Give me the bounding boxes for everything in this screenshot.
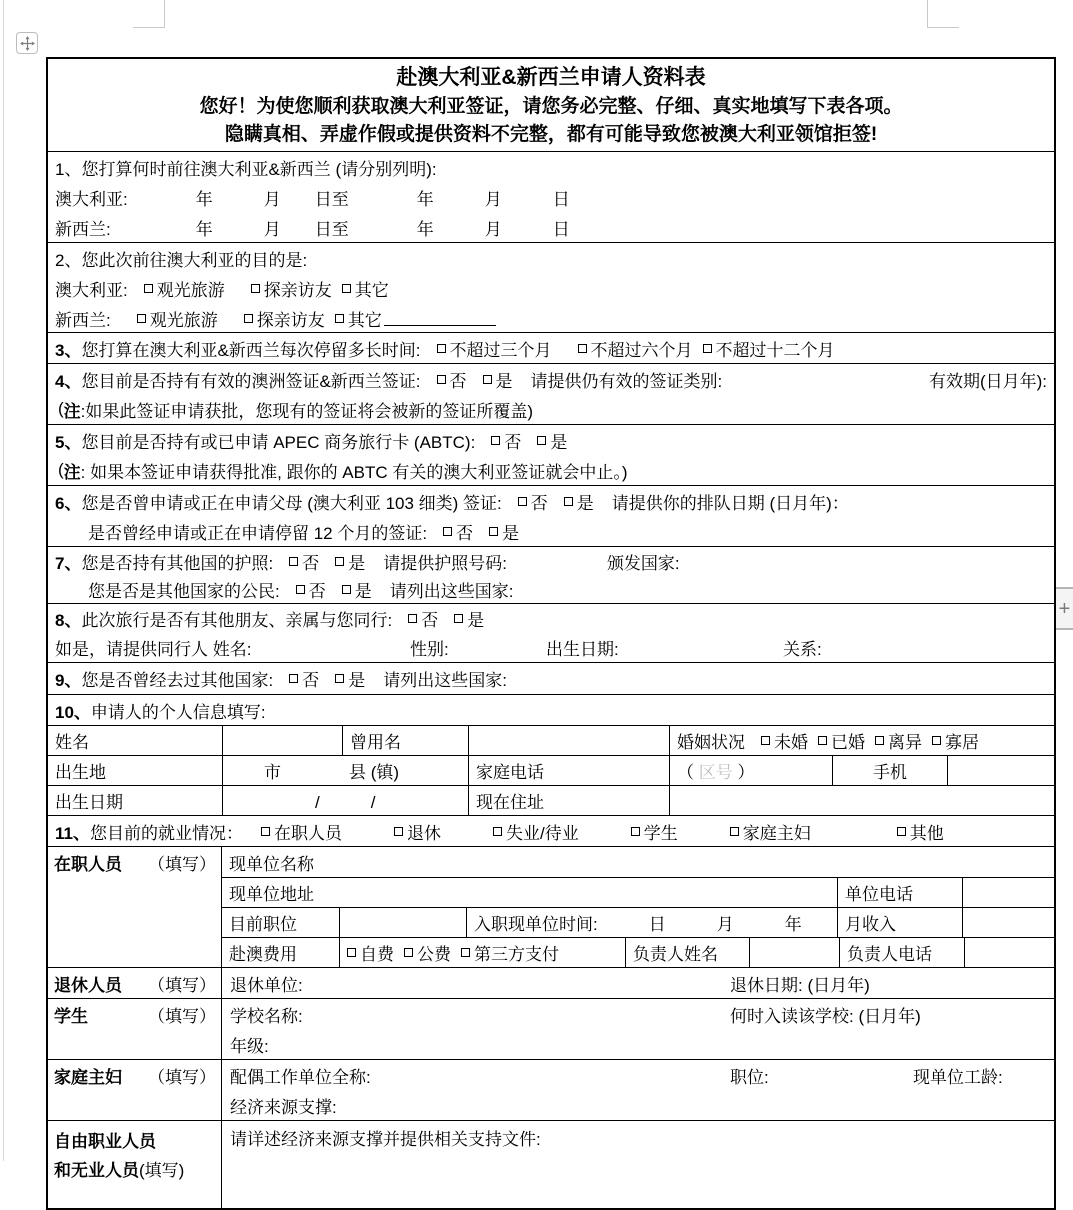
employment-employee-section (48, 846, 1054, 967)
income-source-label: 经济来源支撑: (230, 1097, 337, 1117)
checkbox-box-icon (564, 497, 573, 506)
q5-note-bold: 注 (63, 462, 81, 482)
employee-detail-rows (222, 847, 1054, 967)
q2-text: 您此次前往澳大利亚的目的是: (81, 250, 308, 270)
checkbox-q6b-yes[interactable]: 是 (489, 519, 519, 544)
checkbox-box-icon (537, 436, 546, 445)
dob-input-cell[interactable]: / / (222, 786, 468, 815)
checkbox-box-icon (347, 948, 356, 957)
table-move-handle[interactable] (16, 32, 38, 54)
q11-text: 您目前的就业情况： (89, 823, 243, 843)
retired-detail (222, 968, 1054, 998)
checkbox-box-icon (443, 527, 452, 536)
checkbox-q4-yes[interactable]: 是 (483, 367, 513, 392)
q4-visa-type-label: 请提供仍有效的签证类别: (530, 371, 723, 391)
checkbox-unemployed[interactable]: 失业/待业 (493, 819, 579, 844)
checkbox-box-icon (335, 314, 344, 323)
checkbox-nz-visit-relatives[interactable]: 探亲访友 (244, 306, 325, 331)
q10-number: 10、 (55, 702, 91, 722)
checkbox-box-icon (875, 736, 884, 745)
employee-label-cell (48, 847, 222, 967)
q4-note-paren: ( (58, 399, 64, 418)
checkbox-box-icon (335, 557, 344, 566)
checkbox-box-icon (144, 284, 153, 293)
question-3 (48, 332, 1054, 363)
q6-line2-text: 是否曾经申请或正在申请停留 12 个月的签证: (88, 523, 428, 543)
checkbox-box-icon (491, 436, 500, 445)
checkbox-box-icon (342, 284, 351, 293)
question-6 (48, 485, 1054, 546)
company-phone-label-cell: 单位电话 (837, 878, 962, 907)
checkbox-housewife[interactable]: 家庭主妇 (730, 819, 811, 844)
checkbox-other-employment[interactable]: 其他 (897, 819, 944, 844)
question-7 (48, 546, 1054, 603)
company-phone-input-cell[interactable] (962, 878, 1054, 907)
checkbox-q7b-yes[interactable]: 是 (342, 577, 372, 602)
checkbox-box-icon (342, 585, 351, 594)
q2-number: 2、 (55, 250, 82, 270)
personal-info-table (48, 725, 1054, 815)
table-row-dob (48, 785, 1054, 815)
move-icon (20, 36, 35, 51)
address-label-cell: 现在住址 (468, 786, 669, 815)
checkbox-q6b-no[interactable]: 否 (443, 519, 473, 544)
student-school-line[interactable] (222, 999, 1054, 1029)
q2-australia-label: 澳大利亚: (55, 280, 128, 300)
freelancer-detail-label: 请详述经济来源支撑并提供相关支持文件: (230, 1129, 541, 1149)
checkbox-q6-no[interactable]: 否 (518, 489, 548, 514)
company-address-cell[interactable]: 现单位地址 (229, 885, 314, 904)
marital-status-cell (669, 726, 1054, 755)
checkbox-box-icon (454, 614, 463, 623)
q1-newzealand-dates[interactable]: 新西兰: 年 月 日至 年 月 日 (55, 219, 570, 239)
table-row-birthplace (48, 755, 1054, 785)
checkbox-unmarried[interactable]: 未婚 (761, 728, 808, 753)
checkbox-q6-yes[interactable]: 是 (564, 489, 594, 514)
dob-label-cell: 出生日期 (55, 793, 123, 812)
employment-housewife-section (48, 1059, 1054, 1120)
q9-number: 9、 (55, 671, 82, 690)
q1-number: 1、 (55, 159, 82, 179)
checkbox-box-icon (244, 314, 253, 323)
q6-queue-date-label: 请提供你的排队日期 (日月年)： (611, 493, 849, 513)
income-input-cell[interactable] (962, 908, 1054, 937)
checkbox-box-icon (578, 344, 587, 353)
checkbox-q5-yes[interactable]: 是 (537, 428, 567, 453)
checkbox-au-visit-relatives[interactable]: 探亲访友 (251, 276, 332, 301)
checkbox-box-icon (408, 614, 417, 623)
checkbox-nz-sightseeing[interactable]: 观光旅游 (137, 306, 218, 331)
employment-student-section (48, 998, 1054, 1059)
mobile-label-cell: 手机 (832, 756, 947, 785)
manager-phone-input-cell[interactable] (964, 938, 1054, 967)
income-label-cell: 月收入 (837, 908, 962, 937)
q8-text: 此次旅行是否有其他朋友、亲属与您同行: (81, 611, 393, 630)
plus-icon: + (1058, 597, 1071, 620)
checkbox-stay-6-months[interactable]: 不超过六个月 (578, 336, 693, 361)
spouse-position-label: 职位: (730, 1067, 769, 1087)
insert-plus-button[interactable] (1056, 587, 1073, 630)
checkbox-stay-12-months[interactable]: 不超过十二个月 (703, 336, 835, 361)
question-11 (48, 815, 1054, 846)
grade-label: 年级: (230, 1036, 269, 1056)
freelancer-label-cell (48, 1121, 222, 1208)
q7-passport-number-label: 请提供护照号码: (383, 553, 507, 573)
question-9 (48, 662, 1054, 694)
employee-row-position (222, 907, 1054, 937)
checkbox-self-funded[interactable]: 自费 (347, 940, 394, 965)
checkbox-box-icon (404, 948, 413, 957)
form-header (48, 59, 1054, 151)
area-code-paren-close: ） (732, 763, 755, 782)
area-code-input-cell[interactable] (669, 756, 832, 785)
employment-freelancer-section (48, 1120, 1054, 1208)
fill-in-hint: （填写） (148, 855, 216, 874)
housewife-spouse-line[interactable] (222, 1060, 1054, 1090)
fill-in-hint: （填写） (148, 976, 216, 995)
checkbox-box-icon (483, 375, 492, 384)
question-5 (48, 424, 1054, 485)
marital-status-label: 婚姻状况 (677, 733, 745, 752)
checkbox-box-icon (296, 585, 305, 594)
checkbox-employed[interactable]: 在职人员 (261, 819, 342, 844)
checkbox-q7-no[interactable]: 否 (289, 549, 319, 574)
area-code-paren-open: （ (677, 763, 699, 782)
checkbox-widowed[interactable]: 寡居 (932, 728, 979, 753)
q3-text: 您打算在澳大利亚&新西兰每次停留多长时间: (81, 340, 421, 360)
q5-note-text: : 如果本签证申请获得批准, 跟你的 ABTC 有关的澳大利亚签证就会中止。) (80, 462, 628, 482)
expense-label-cell: 赴澳费用 (229, 945, 297, 964)
checkbox-box-icon (437, 375, 446, 384)
housewife-detail (222, 1060, 1054, 1120)
q4-validity-label: 有效期(日月年): (928, 371, 1047, 391)
retired-date-label: 退休日期: (日月年) (730, 975, 870, 995)
freelancer-label-line1: 自由职业人员 (54, 1132, 156, 1151)
checkbox-divorced[interactable]: 离异 (875, 728, 922, 753)
q6-number: 6、 (55, 493, 82, 513)
q7-number: 7、 (55, 553, 82, 573)
checkbox-q7b-no[interactable]: 否 (296, 577, 326, 602)
form-subtitle-1: 您好！为使您顺利获取澳大利亚签证，请您务必完整、仔细、真实地填写下表各项。 (199, 96, 903, 117)
checkbox-q5-no[interactable]: 否 (491, 428, 521, 453)
question-8 (48, 603, 1054, 662)
checkbox-retired[interactable]: 退休 (394, 819, 441, 844)
freelancer-label-line2: 和无业人员 (54, 1161, 139, 1180)
housewife-label: 家庭主妇 (54, 1068, 122, 1087)
checkbox-box-icon (818, 736, 827, 745)
checkbox-student[interactable]: 学生 (631, 819, 678, 844)
q8-dob-label: 出生日期: (546, 640, 619, 659)
housewife-label-cell (48, 1060, 222, 1120)
checkbox-box-icon (518, 497, 527, 506)
school-name-label: 学校名称: (230, 1006, 303, 1026)
checkbox-married[interactable]: 已婚 (818, 728, 865, 753)
freelancer-detail (222, 1121, 1054, 1208)
fill-in-hint: （填写） (148, 1068, 216, 1087)
q5-number: 5、 (55, 432, 82, 452)
q3-number: 3、 (55, 340, 82, 360)
checkbox-q4-no[interactable]: 否 (437, 367, 467, 392)
checkbox-box-icon (289, 557, 298, 566)
q8-relation-label: 关系: (783, 640, 822, 659)
checkbox-box-icon (730, 827, 739, 836)
former-name-label-cell: 曾用名 (342, 726, 468, 755)
q4-note-text: :如果此签证申请获批，您现有的签证将会被新的签证所覆盖) (80, 401, 534, 421)
checkbox-au-other[interactable]: 其它 (342, 276, 389, 301)
table-row-name (48, 725, 1054, 755)
manager-phone-label-cell: 负责人电话 (839, 938, 964, 967)
expense-options-cell (339, 938, 625, 967)
page-left-edge (3, 0, 4, 1161)
question-4 (48, 363, 1054, 424)
fill-in-hint: （填写） (148, 1007, 216, 1026)
home-phone-label-cell: 家庭电话 (468, 756, 669, 785)
form-title: 赴澳大利亚&新西兰申请人资料表 (396, 66, 706, 89)
q7-text: 您是否持有其他国的护照: (81, 553, 274, 573)
student-label: 学生 (54, 1007, 88, 1026)
retired-unit-label: 退休单位: (230, 975, 303, 995)
checkbox-box-icon (289, 674, 298, 683)
retired-label: 退休人员 (54, 976, 122, 995)
checkbox-au-sightseeing[interactable]: 观光旅游 (144, 276, 225, 301)
checkbox-q8-no[interactable]: 否 (408, 606, 438, 631)
margin-crop-mark-right (927, 0, 959, 28)
checkbox-box-icon (335, 674, 344, 683)
question-1 (48, 151, 1054, 242)
q7-issue-country-label: 颁发国家: (606, 553, 680, 573)
q5-text: 您目前是否持有或已申请 APEC 商务旅行卡 (ABTC): (81, 432, 476, 452)
checkbox-public-funded[interactable]: 公费 (404, 940, 451, 965)
enroll-date-label: 何时入读该学校: (日月年) (730, 1006, 921, 1026)
q5-note-paren: ( (58, 460, 64, 479)
checkbox-q9-yes[interactable]: 是 (335, 666, 365, 691)
student-label-cell (48, 999, 222, 1059)
checkbox-box-icon (461, 948, 470, 957)
area-code-placeholder: 区号 (698, 763, 733, 782)
student-detail (222, 999, 1054, 1059)
q1-text: 您打算何时前往澳大利亚&新西兰 (请分别列明): (81, 159, 437, 179)
checkbox-q8-yes[interactable]: 是 (454, 606, 484, 631)
checkbox-third-party-funded[interactable]: 第三方支付 (461, 940, 559, 965)
q2-newzealand-label: 新西兰: (55, 310, 111, 330)
question-10 (48, 694, 1054, 725)
q8-number: 8、 (55, 611, 82, 630)
q11-number: 11、 (55, 823, 90, 843)
join-time-cell[interactable]: 入职现单位时间: 日 月 年 (466, 908, 837, 937)
checkbox-q9-no[interactable]: 否 (289, 666, 319, 691)
checkbox-box-icon (437, 344, 446, 353)
address-input-cell[interactable] (669, 786, 1054, 815)
employment-retired-section (48, 967, 1054, 998)
fill-in-hint: (填写) (139, 1161, 185, 1180)
checkbox-box-icon (489, 527, 498, 536)
q6-text: 您是否曾申请或正在申请父母 (澳大利亚 103 细类) 签证: (81, 493, 502, 513)
checkbox-box-icon (631, 827, 640, 836)
spouse-unit-label: 配偶工作单位全称: (230, 1067, 371, 1087)
housewife-income-line[interactable] (222, 1090, 1054, 1120)
freelancer-income-line[interactable] (222, 1121, 1054, 1153)
margin-crop-mark-left (133, 0, 165, 28)
checkbox-box-icon (137, 314, 146, 323)
checkbox-box-icon (761, 736, 770, 745)
manager-name-input-cell[interactable] (749, 938, 839, 967)
q10-text: 申请人的个人信息填写: (90, 702, 266, 722)
q9-text: 您是否曾经去过其他国家: (81, 671, 274, 690)
birthplace-input-cell[interactable]: 市 县 (镇) (222, 756, 468, 785)
checkbox-nz-other[interactable]: 其它 (335, 306, 382, 331)
checkbox-q7-yes[interactable]: 是 (335, 549, 365, 574)
mobile-input-cell[interactable] (947, 756, 1054, 785)
position-label-cell: 目前职位 (229, 915, 297, 934)
name-input-cell[interactable] (222, 726, 342, 755)
retired-line[interactable] (222, 968, 1054, 998)
checkbox-box-icon (897, 827, 906, 836)
spouse-seniority-label: 现单位工龄: (913, 1067, 1003, 1087)
checkbox-box-icon (493, 827, 502, 836)
nz-other-blank-field[interactable] (384, 310, 496, 326)
q9-list-countries-label: 请列出这些国家: (383, 671, 507, 690)
name-label-cell: 姓名 (55, 733, 89, 752)
q4-number: 4、 (55, 371, 82, 391)
checkbox-box-icon (394, 827, 403, 836)
student-grade-line[interactable] (222, 1029, 1054, 1059)
q7-line2-text: 您是否是其他国家的公民: (88, 581, 280, 601)
q4-text: 您目前是否持有有效的澳洲签证&新西兰签证: (81, 371, 421, 391)
q7-list-countries-label: 请列出这些国家: (389, 581, 514, 601)
question-2 (48, 242, 1054, 332)
checkbox-box-icon (251, 284, 260, 293)
checkbox-box-icon (703, 344, 712, 353)
manager-name-label-cell: 负责人姓名 (625, 938, 749, 967)
employee-row-company-name (222, 847, 1054, 877)
position-input-cell[interactable] (339, 908, 466, 937)
birthplace-label-cell: 出生地 (55, 763, 106, 782)
q4-note-bold: 注 (63, 401, 81, 421)
q8-companion-name-label: 如是，请提供同行人 姓名: (55, 640, 252, 659)
application-form-table (46, 57, 1056, 1210)
employee-row-company-address (222, 877, 1054, 907)
checkbox-box-icon (261, 827, 270, 836)
former-name-input-cell[interactable] (468, 726, 669, 755)
retired-label-cell (48, 968, 222, 998)
q8-gender-label: 性别: (410, 640, 449, 659)
checkbox-box-icon (932, 736, 941, 745)
company-name-cell[interactable]: 现单位名称 (229, 854, 314, 874)
q1-australia-dates[interactable]: 澳大利亚: 年 月 日至 年 月 日 (55, 189, 570, 209)
checkbox-stay-3-months[interactable]: 不超过三个月 (437, 336, 552, 361)
employee-row-expense (222, 937, 1054, 967)
employee-label: 在职人员 (54, 855, 122, 874)
form-subtitle-2: 隐瞒真相、弄虚作假或提供资料不完整，都有可能导致您被澳大利亚领馆拒签! (224, 124, 878, 145)
